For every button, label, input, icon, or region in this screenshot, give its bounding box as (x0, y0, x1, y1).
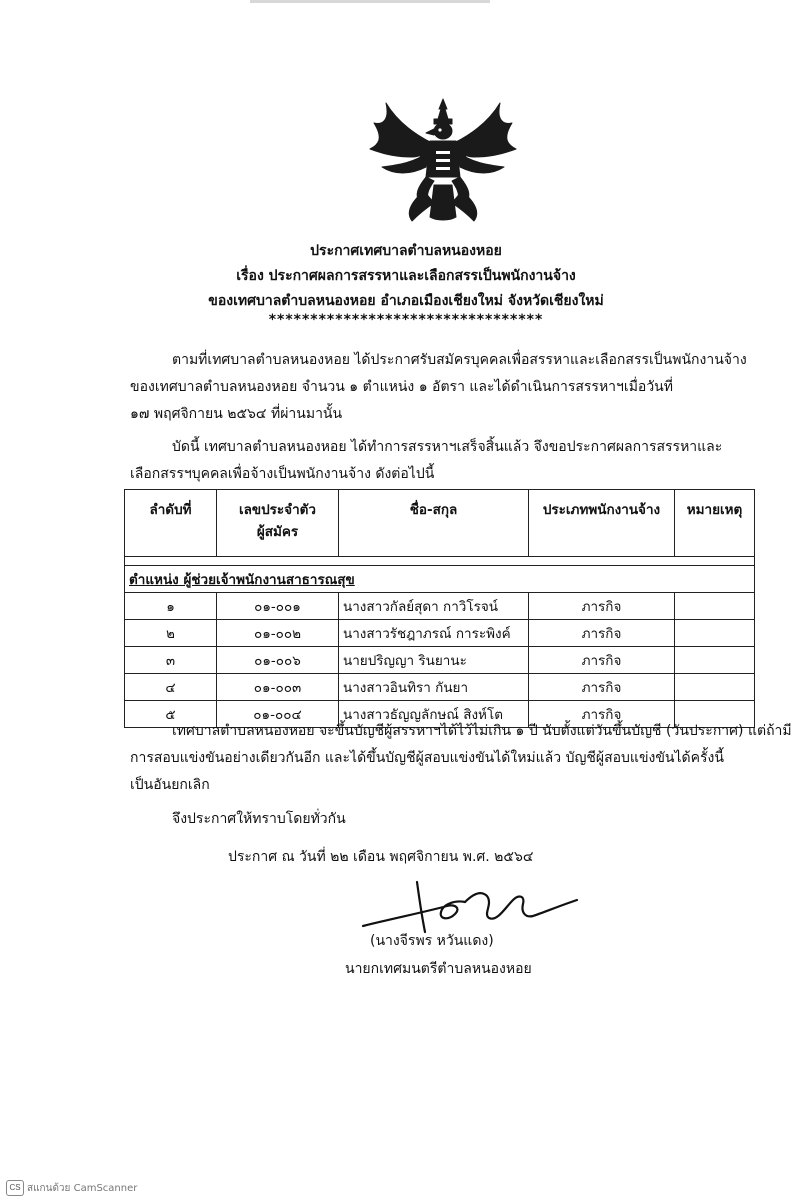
paragraph-1-line-1: ตามที่เทศบาลตำบลหนองหอย ได้ประกาศรับสมัครบุคคลเพื่อสรรหาและเลือกสรรเป็นพนักงานจ้าง (172, 352, 747, 368)
announcement-date: ประกาศ ณ วันที่ ๒๒ เดือน พฤศจิกายน พ.ศ. ๒๕๖๔ (228, 849, 534, 865)
cell-remark (675, 593, 755, 620)
cell-name: นางสาวธัญญลักษณ์ สิงห์โต (339, 701, 529, 728)
cell-order: ๑ (125, 593, 217, 620)
cell-remark (675, 647, 755, 674)
paragraph-2-line-2: เลือกสรรฯบุคคลเพื่อจ้างเป็นพนักงานจ้าง ดังต่อไปนี้ (130, 466, 435, 482)
paragraph-1-line-3: ๑๗ พฤศจิกายน ๒๕๖๔ ที่ผ่านมานั้น (130, 406, 343, 422)
scanner-label: สแกนด้วย CamScanner (27, 1182, 138, 1194)
cell-employee-type: ภารกิจ (529, 674, 675, 701)
table-row (125, 674, 755, 701)
cell-applicant-id: ๐๑-๐๐๑ (217, 593, 339, 620)
cell-name: นายปริญญา รินยานะ (339, 647, 529, 674)
announcement-title: ประกาศเทศบาลตำบลหนองหอย (310, 243, 502, 259)
table-row (125, 647, 755, 674)
header-applicant-id-line-2: ผู้สมัคร (256, 524, 299, 540)
paragraph-3-line-3: เป็นอันยกเลิก (130, 777, 210, 793)
results-table (124, 489, 755, 728)
cell-name: นางสาวกัลย์สุดา กาวิโรจน์ (339, 593, 529, 620)
paragraph-1-line-2: ของเทศบาลตำบลหนองหอย จำนวน ๑ ตำแหน่ง ๑ อัตรา และได้ดำเนินการสรรหาฯเมื่อวันที่ (130, 379, 673, 395)
cell-name: นางสาวรัชฎาภรณ์ การะพิงค์ (339, 620, 529, 647)
scan-edge-line (250, 0, 490, 3)
table-section-row (125, 566, 755, 593)
header-employee-type: ประเภทพนักงานจ้าง (529, 490, 675, 557)
cell-order: ๒ (125, 620, 217, 647)
cell-name: นางสาวอินทิรา กันยา (339, 674, 529, 701)
announcement-organization: ของเทศบาลตำบลหนองหอย อำเภอเมืองเชียงใหม่ จังหวัดเชียงใหม่ (208, 293, 604, 309)
cell-applicant-id: ๐๑-๐๐๔ (217, 701, 339, 728)
garuda-emblem-icon (368, 95, 518, 225)
paragraph-3-line-2: การสอบแข่งขันอย่างเดียวกันอีก และได้ขึ้นบัญชีผู้สอบแข่งขันได้ใหม่แล้ว บัญชีผู้สอบแข่งขันได้ครั้งนี้ (130, 750, 724, 766)
table-row (125, 620, 755, 647)
paragraph-2-line-1: บัดนี้ เทศบาลตำบลหนองหอย ได้ทำการสรรหาฯเสร็จสิ้นแล้ว จึงขอประกาศผลการสรรหาและ (172, 439, 723, 455)
table-header-row (125, 490, 755, 557)
cell-employee-type: ภารกิจ (529, 647, 675, 674)
table-spacer-row (125, 557, 755, 566)
cell-remark (675, 620, 755, 647)
signer-name: (นางจีรพร หวันแดง) (370, 933, 494, 949)
header-order: ลำดับที่ (125, 490, 217, 557)
position-section-label: ตำแหน่ง ผู้ช่วยเจ้าพนักงานสาธารณสุข (125, 566, 755, 593)
cell-order: ๔ (125, 674, 217, 701)
cell-order: ๓ (125, 647, 217, 674)
cell-applicant-id: ๐๑-๐๐๒ (217, 620, 339, 647)
cell-order: ๕ (125, 701, 217, 728)
announce-notice: จึงประกาศให้ทราบโดยทั่วกัน (172, 811, 346, 827)
cell-employee-type: ภารกิจ (529, 593, 675, 620)
cell-employee-type: ภารกิจ (529, 620, 675, 647)
table-row (125, 593, 755, 620)
paragraph-3-line-1: เทศบาลตำบลหนองหอย จะขึ้นบัญชีผู้สรรหาฯได้ไว้ไม่เกิน ๑ ปี นับตั้งแต่วันขึ้นบัญชี (วันประกาศ) แต่ถ้ามี (172, 723, 792, 739)
scanner-watermark (6, 1180, 137, 1196)
header-name: ชื่อ-สกุล (339, 490, 529, 557)
cell-applicant-id: ๐๑-๐๐๓ (217, 674, 339, 701)
header-separator: ********************************* (268, 312, 544, 328)
camscanner-logo-icon: CS (6, 1180, 24, 1196)
cell-remark (675, 674, 755, 701)
header-applicant-id (217, 490, 339, 557)
announcement-subject: เรื่อง ประกาศผลการสรรหาและเลือกสรรเป็นพนักงานจ้าง (236, 268, 576, 284)
cell-applicant-id: ๐๑-๐๐๖ (217, 647, 339, 674)
header-applicant-id-line-1: เลขประจำตัว (238, 502, 317, 518)
signer-title: นายกเทศมนตรีตำบลหนองหอย (345, 961, 532, 977)
handwritten-signature-icon (355, 878, 585, 938)
header-remark: หมายเหตุ (675, 490, 755, 557)
cell-employee-type: ภารกิจ (529, 701, 675, 728)
